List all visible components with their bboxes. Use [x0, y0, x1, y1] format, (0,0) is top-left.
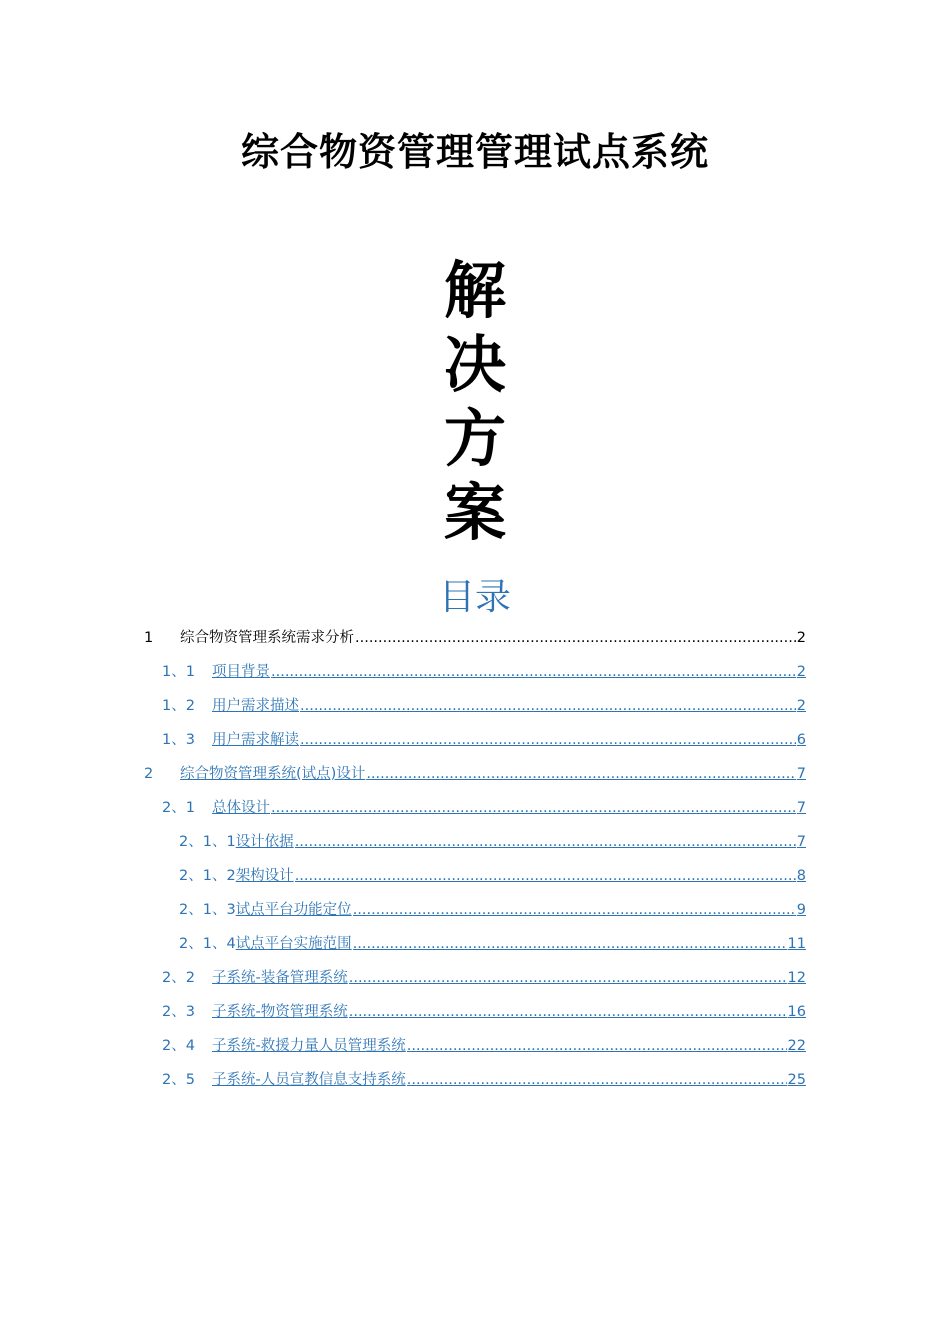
toc-entry-text: 试点平台功能定位 — [235, 902, 352, 918]
toc-entry[interactable] — [179, 898, 806, 922]
toc-entry-page: 7 — [796, 766, 806, 782]
toc-entry-text: 子系统-人员宣教信息支持系统 — [212, 1072, 406, 1088]
toc-dot-leader — [295, 864, 796, 888]
toc-entry-page: 9 — [796, 902, 806, 918]
toc-entry-label — [179, 864, 294, 888]
toc-entry-text: 子系统-装备管理系统 — [212, 970, 348, 986]
toc-entry-text: 项目背景 — [212, 664, 270, 680]
subtitle-char: 解 — [443, 254, 506, 327]
toc-entry-number: 2、5 — [162, 1072, 195, 1088]
toc-dot-leader — [295, 830, 796, 854]
toc-entry-text: 综合物资管理系统(试点)设计 — [180, 766, 366, 782]
toc-entry-number: 2、1、4 — [179, 936, 236, 952]
toc-dot-leader — [407, 1068, 787, 1092]
toc-entry-label — [162, 728, 299, 752]
toc-entry[interactable] — [179, 932, 806, 956]
toc-dot-leader — [271, 660, 796, 684]
toc-entry-page: 2 — [796, 664, 806, 680]
toc-heading: 目录 — [438, 577, 511, 618]
toc-entry-label — [179, 830, 294, 854]
toc-entry-number: 2、3 — [162, 1004, 195, 1020]
subtitle-char: 决 — [443, 328, 506, 401]
toc-dot-leader — [407, 1034, 787, 1058]
toc-dot-leader — [353, 898, 796, 922]
toc-entry-number: 1 — [144, 630, 154, 646]
toc-entry-page: 25 — [787, 1072, 806, 1088]
subtitle-char: 方 — [443, 402, 506, 475]
toc-entry[interactable] — [144, 762, 806, 786]
toc-entry-text: 综合物资管理系统需求分析 — [180, 630, 354, 646]
toc-dot-leader — [300, 728, 796, 752]
toc-entry-number: 2、4 — [162, 1038, 195, 1054]
toc-entry-number: 2、1 — [162, 800, 195, 816]
toc-entry[interactable] — [162, 1000, 806, 1024]
toc-entry-number: 1、2 — [162, 698, 195, 714]
toc-entry-page: 22 — [787, 1038, 806, 1054]
toc-entry-label — [144, 762, 365, 786]
document-subtitle — [0, 254, 950, 550]
toc-entry[interactable] — [179, 864, 806, 888]
toc-entry-text: 架构设计 — [235, 868, 294, 884]
toc-entry-page: 11 — [787, 936, 806, 952]
toc-dot-leader — [349, 1000, 787, 1024]
toc-entry-text: 用户需求解读 — [212, 732, 299, 748]
toc-entry[interactable] — [162, 1068, 806, 1092]
subtitle-char: 案 — [443, 476, 506, 549]
toc-dot-leader — [300, 694, 796, 718]
toc-entry-label — [179, 898, 352, 922]
toc-entry-page: 6 — [796, 732, 806, 748]
toc-entry-label — [162, 660, 270, 684]
toc-dot-leader — [271, 796, 796, 820]
toc-dot-leader — [366, 762, 795, 786]
toc-entry-label — [179, 932, 352, 956]
toc-entry[interactable] — [162, 660, 806, 684]
toc-entry-text: 用户需求描述 — [212, 698, 299, 714]
toc-entry-number: 1、1 — [162, 664, 195, 680]
toc-entry-page: 2 — [796, 630, 806, 646]
toc-entry-label — [162, 1068, 406, 1092]
toc-entry-text: 设计依据 — [235, 834, 294, 850]
toc-entry-number: 2、2 — [162, 970, 195, 986]
toc-dot-leader — [353, 932, 787, 956]
toc-entry[interactable] — [144, 626, 806, 650]
toc-entry-text: 子系统-救援力量人员管理系统 — [212, 1038, 406, 1054]
toc-entry-label — [162, 694, 299, 718]
toc-entry-label — [144, 626, 354, 650]
toc-entry-page: 7 — [796, 800, 806, 816]
toc-entry-number: 2、1、1 — [179, 834, 236, 850]
toc-entry-text: 试点平台实施范围 — [235, 936, 352, 952]
toc-entry[interactable] — [162, 966, 806, 990]
toc-entry-text: 子系统-物资管理系统 — [212, 1004, 348, 1020]
toc-entry[interactable] — [162, 1034, 806, 1058]
toc-entry[interactable] — [179, 830, 806, 854]
toc-entry-number: 2 — [144, 766, 154, 782]
toc-entry[interactable] — [162, 728, 806, 752]
toc-dot-leader — [355, 626, 796, 650]
toc-entry-label — [162, 966, 348, 990]
toc-entry-page: 12 — [787, 970, 806, 986]
toc-entry-page: 2 — [796, 698, 806, 714]
toc-entry-page: 8 — [796, 868, 806, 884]
toc-entry-page: 16 — [787, 1004, 806, 1020]
toc-entry-number: 2、1、3 — [179, 902, 236, 918]
document-title: 综合物资管理管理试点系统 — [240, 130, 709, 174]
toc-entry-number: 2、1、2 — [179, 868, 236, 884]
toc-entry-label — [162, 796, 270, 820]
toc-entry-number: 1、3 — [162, 732, 195, 748]
toc-entry-page: 7 — [796, 834, 806, 850]
toc-entry[interactable] — [162, 796, 806, 820]
toc-entry[interactable] — [162, 694, 806, 718]
toc-entry-label — [162, 1034, 406, 1058]
toc-entry-label — [162, 1000, 348, 1024]
toc-dot-leader — [349, 966, 787, 990]
toc-entry-text: 总体设计 — [212, 800, 270, 816]
